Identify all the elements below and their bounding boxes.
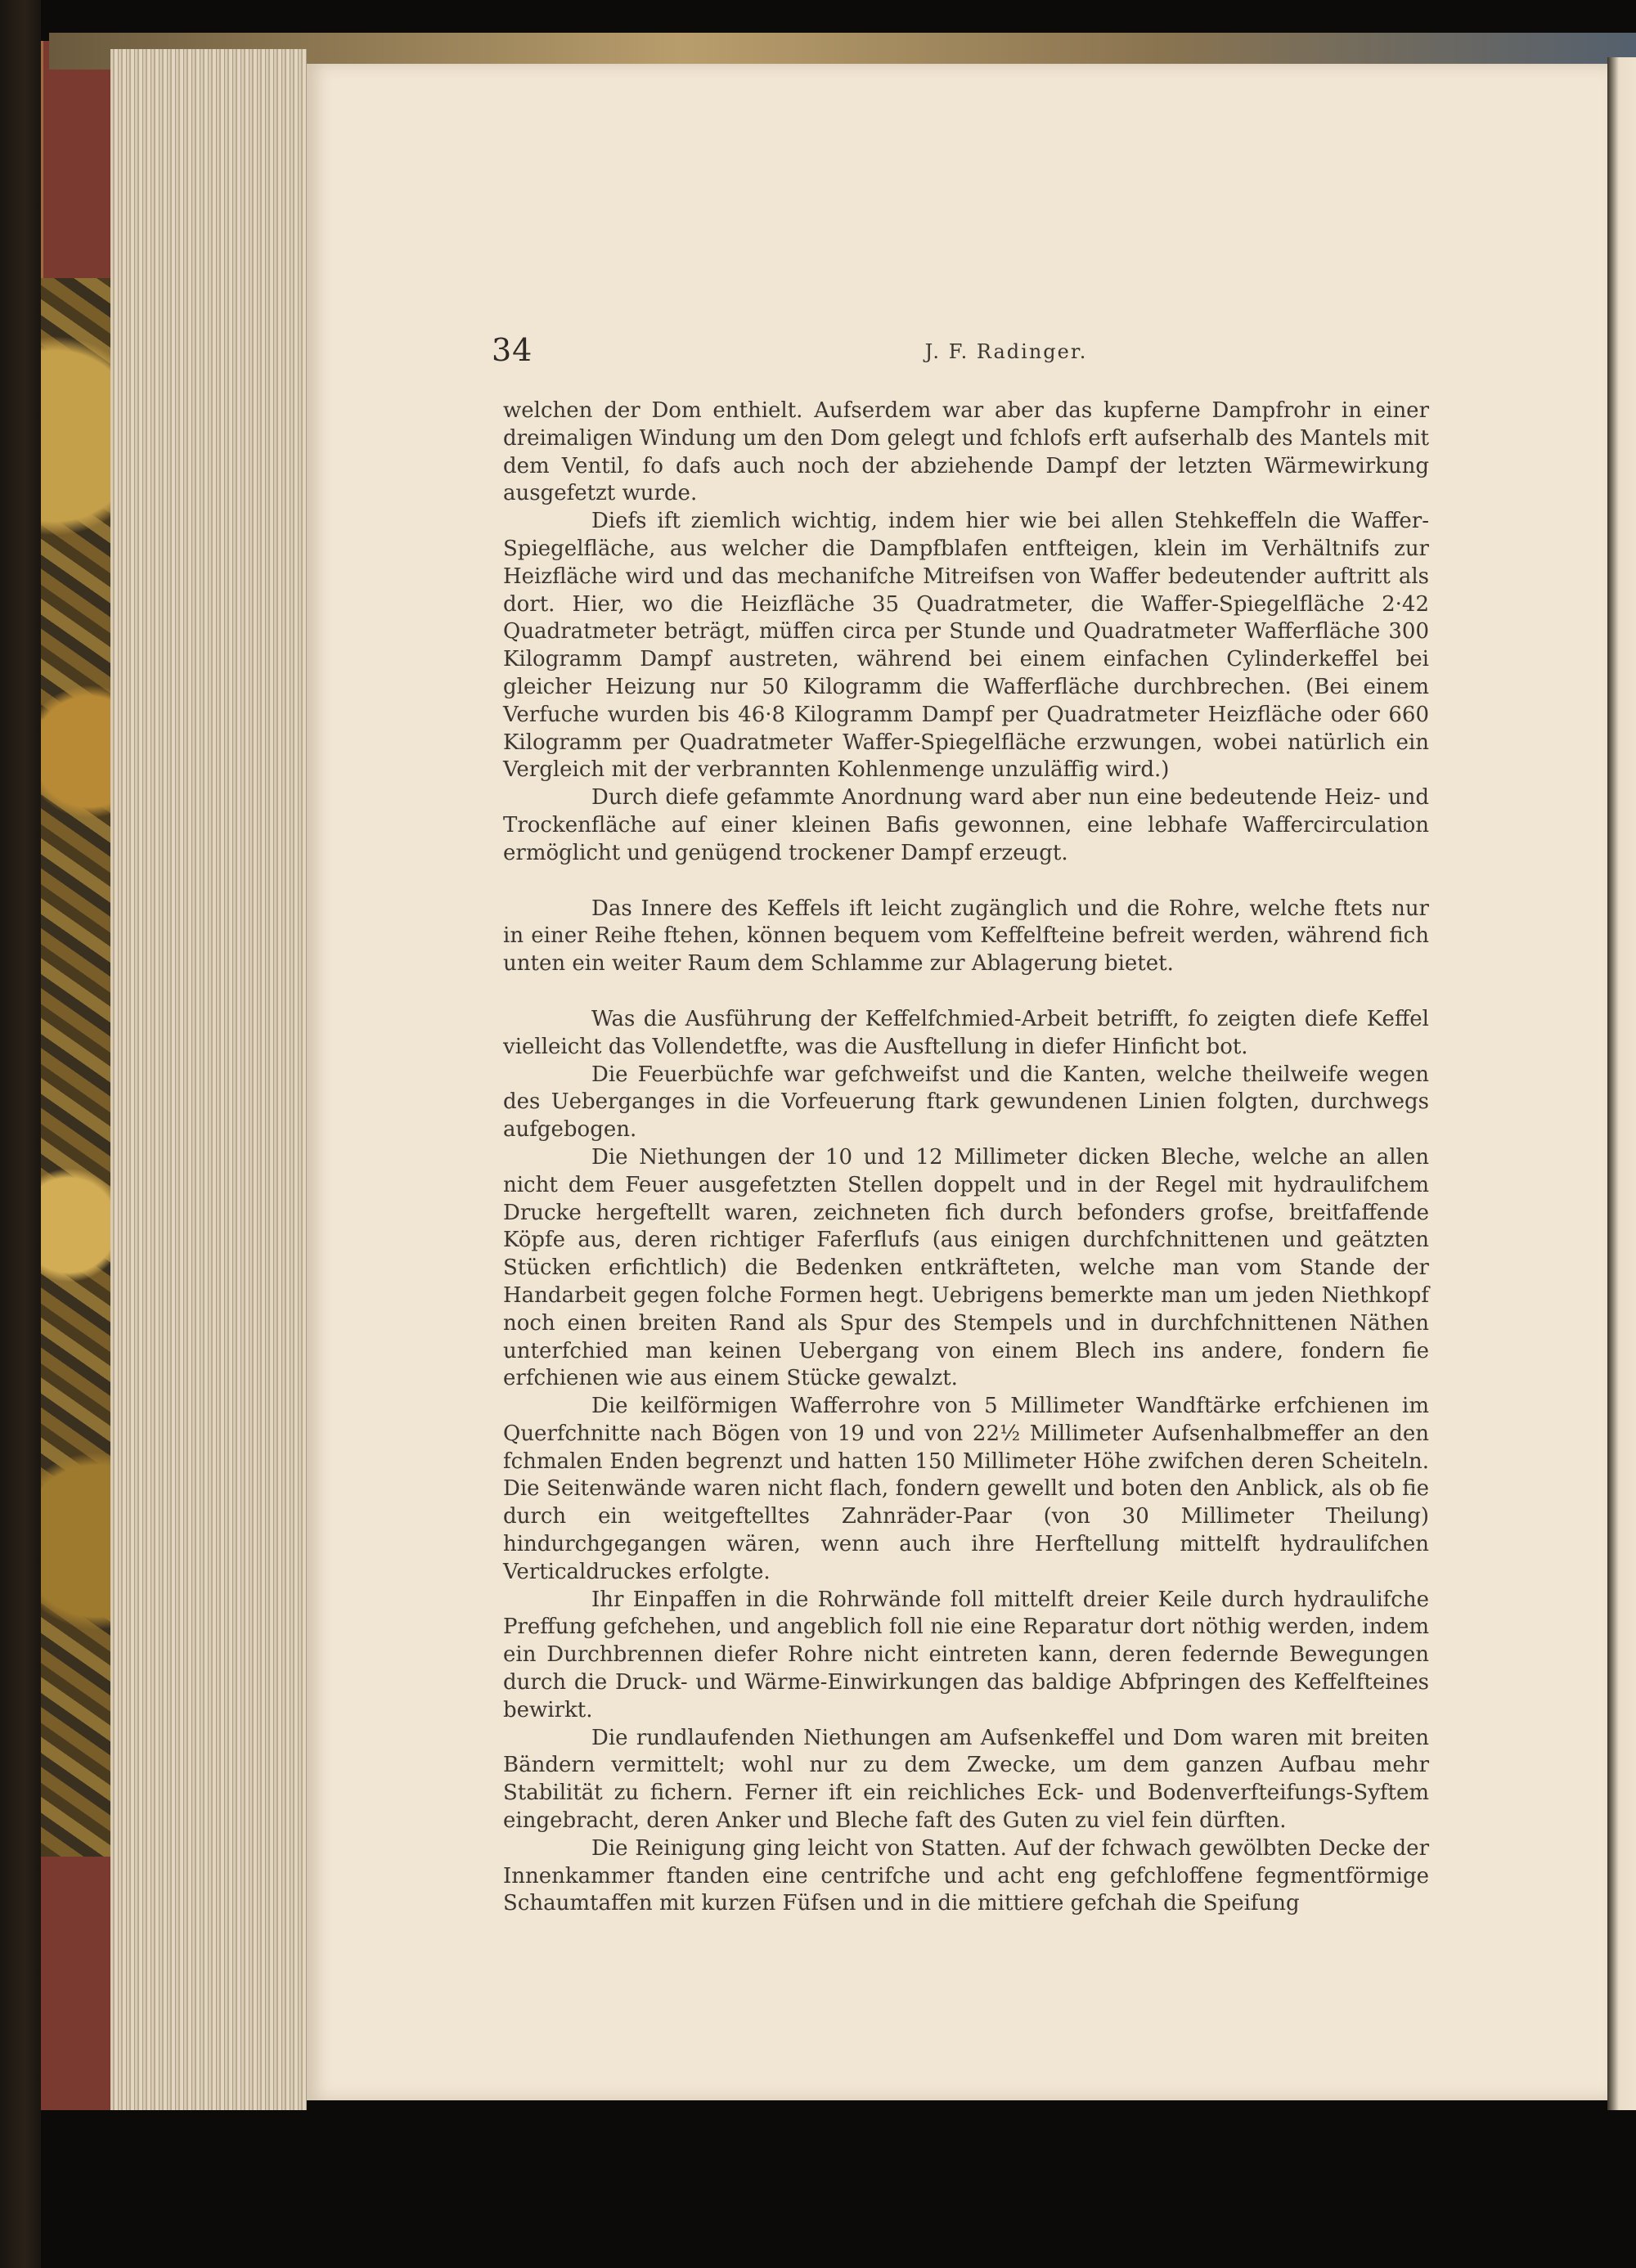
paragraph: Die keilförmigen Wafferrohre von 5 Millimeter Wandftärke erfchienen im Querfchnitte nach Bögen von 19 und von 22½ Millimeter Aufsenhalbmeffer an den fchmalen Enden begrenzt und hatten 150 Millimeter Höhe zwifchen deren Scheiteln. Die Seitenwände waren nicht flach, fondern gewellt und boten den Anblick, als ob fie durch ein weitgeftelltes Zahnräder-Paar (von 30 Millimeter Theilung) hindurchgegangen wären, wenn auch ihre Herftellung mittelft hydraulifchen Verticaldruckes erfolgte. [503,1394,1429,1584]
paragraph: Die Niethungen der 10 und 12 Millimeter dicken Bleche, welche an allen nicht dem Feuer ausgefetzten Stellen doppelt und in der Regel mit hydraulifchem Drucke hergeftellt waren, zeichneten fich durch befonders grofse, breitfaffende Köpfe aus, deren richtiger Faferflufs (aus einigen durchfchnittenen und geätzten Stücken erfichtlich) die Bedenken entkräfteten, welche man vom Stande der Handarbeit gegen folche Formen hegt. Uebrigens bemerkte man um jeden Niethkopf noch einen breiten Rand als Spur des Stempels und in durchfchnittenen Näthen unterfchied man keinen Uebergang von einem Blech ins andere, fondern fie erfchienen wie aus einem Stücke gewalzt. [503,1144,1429,1391]
running-head [307,332,1607,381]
marbled-cover [41,278,110,1857]
paragraph: Diefs ift ziemlich wichtig, indem hier wie bei allen Stehkeffeln die Waffer-Spiegelfläche, aus welcher die Dampfblafen entfteigen, klein im Verhältnifs zur Heizfläche wird und das mechanifche Mitreifsen von Waffer bedeutender auftritt als dort. Hier, wo die Heizfläche 35 Quadratmeter, die Waffer-Spiegelfläche 2·42 Quadratmeter beträgt, müffen circa per Stunde und Quadratmeter Wafferfläche 300 Kilogramm Dampf austreten, während bei einem einfachen Cylinderkeffel bei gleicher Heizung nur 50 Kilogramm die Wafferfläche durchbrechen. (Bei einem Verfuche wurden bis 46·8 Kilogramm Dampf per Quadratmeter Heizfläche oder 660 Kilogramm per Quadratmeter Waffer-Spiegelfläche erzwungen, wobei natürlich ein Vergleich mit der verbrannten Kohlenmenge unzuläffig wird.) [503,509,1429,783]
running-title: J. F. Radinger. [924,340,1088,363]
paragraph: Das Innere des Keffels ift leicht zugänglich und die Rohre, welche ftets nur in einer Reihe ftehen, können bequem vom Keffelfteine befreit werden, während fich unten ein weiter Raum dem Schlamme zur Ablagerung bietet. [503,896,1429,977]
page-right-edge [1607,57,1636,2110]
book-spine [0,0,41,2268]
paragraph: Durch diefe gefammte Anordnung ward aber nun eine bedeutende Heiz- und Trockenfläche auf einer kleinen Bafis gewonnen, eine lebhafe Waffercirculation ermöglicht und genügend trockener Dampf erzeugt. [503,785,1429,865]
body-text [503,397,1429,1918]
page-number: 34 [492,332,533,368]
paragraph: welchen der Dom enthielt. Aufserdem war aber das kupferne Dampfrohr in einer dreimaligen Windung um den Dom gelegt und fchlofs erft aufserhalb des Mantels mit dem Ventil, fo dafs auch noch der abziehende Dampf der letzten Wärmewirkung ausgefetzt wurde. [503,398,1429,506]
book-page [307,64,1607,2100]
book-cover-bottom [41,1857,110,2110]
paragraph: Was die Ausführung der Keffelfchmied-Arbeit betrifft, fo zeigten diefe Keffel vielleicht das Vollendetfte, was die Ausftellung in diefer Hinficht bot. [503,1006,1429,1059]
paragraph: Ihr Einpaffen in die Rohrwände foll mittelft dreier Keile durch hydraulifche Preffung gefchehen, und angeblich foll nie eine Reparatur dort nöthig werden, indem ein Durchbrennen diefer Rohre nicht eintreten kann, deren federnde Bewegungen durch die Druck- und Wärme-Einwirkungen das baldige Abfpringen des Keffelfteines bewirkt. [503,1587,1429,1722]
paragraph: Die Reinigung ging leicht von Statten. Auf der fchwach gewölbten Decke der Innenkammer ftanden eine centrifche und acht eng gefchloffene fegmentförmige Schaumtaffen mit kurzen Füfsen und in die mittiere gefchah die Speifung [503,1835,1429,1916]
page-stack [110,49,307,2110]
paragraph: Die Feuerbüchfe war gefchweifst und die Kanten, welche theilweife wegen des Ueberganges in die Vorfeuerung ftark gewundenen Linien folgten, durchwegs aufgebogen. [503,1062,1429,1143]
book-cover-top [41,41,113,278]
paragraph: Die rundlaufenden Niethungen am Aufsenkeffel und Dom waren mit breiten Bändern vermittelt; wohl nur zu dem Zwecke, um dem ganzen Aufbau mehr Stabilität zu fichern. Ferner ift ein reichliches Eck- und Bodenverfteifungs-Syftem eingebracht, deren Anker und Bleche faft des Guten zu viel fein dürften. [503,1725,1429,1834]
